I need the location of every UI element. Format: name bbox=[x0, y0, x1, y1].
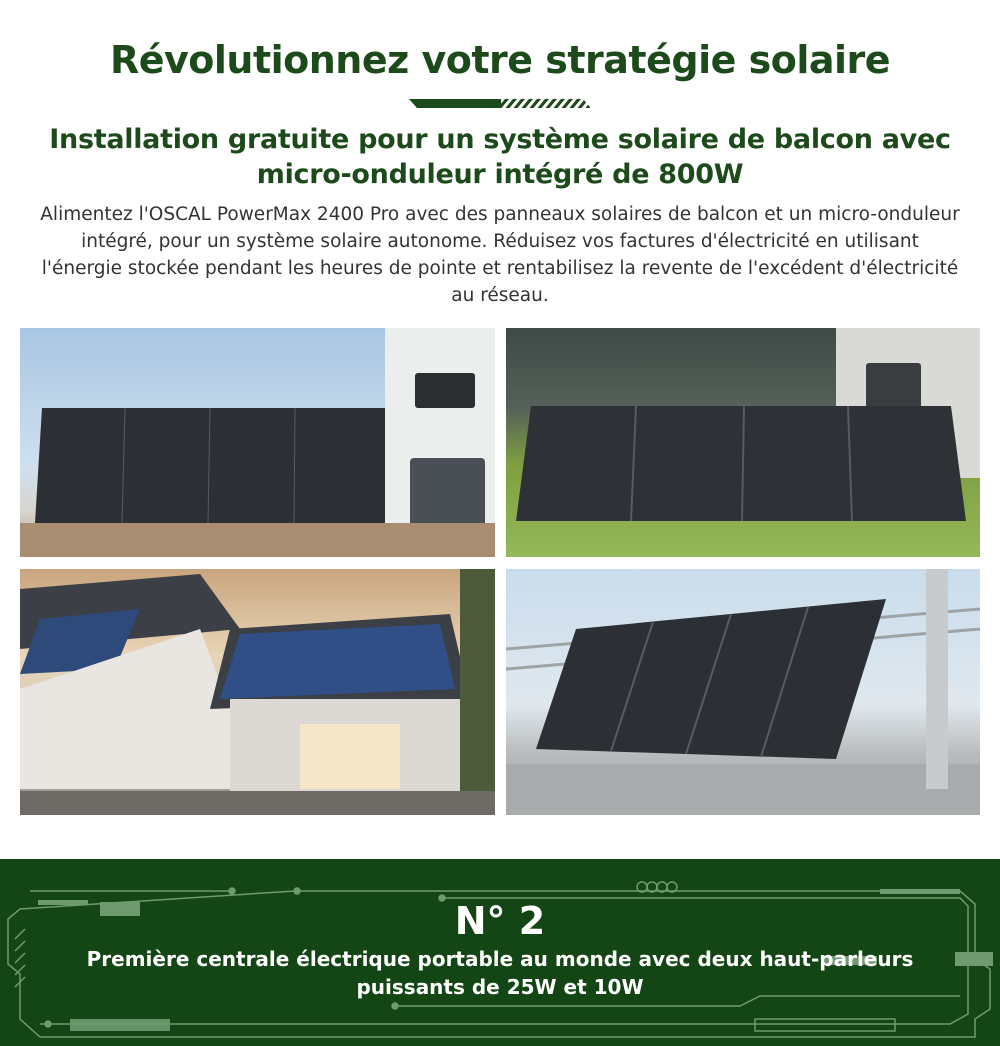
power-station bbox=[866, 363, 921, 408]
feature-text-line-2: puissants de 25W et 10W bbox=[356, 975, 644, 999]
description: Alimentez l'OSCAL PowerMax 2400 Pro avec des panneaux solaires de balcon et un micro-onduleur intégré, pour un système solaire autonome. Réduisez vos factures d'électricité en utilisant l'énergie stockée pendant les heures de pointe et rentabilisez la revente de l'excédent d'électricité au réseau. bbox=[40, 204, 960, 306]
feature-banner bbox=[0, 859, 1000, 1046]
subtitle-line-1: Installation gratuite pour un système solaire de balcon avec bbox=[49, 124, 951, 155]
micro-inverter bbox=[415, 373, 475, 408]
photo-balcony-solar-panels bbox=[506, 569, 980, 815]
page-title: Révolutionnez votre stratégie solaire bbox=[109, 38, 891, 82]
subtitle bbox=[40, 122, 960, 192]
photo-garden-solar-panels bbox=[506, 328, 980, 557]
feature-text bbox=[60, 945, 940, 1001]
photo-house-with-solar-roof bbox=[20, 569, 495, 815]
subtitle-line-2: micro-onduleur intégré de 800W bbox=[256, 159, 744, 190]
feature-text-line-1: Première centrale électrique portable au monde avec deux haut-parleurs bbox=[86, 947, 914, 971]
photo-terrace-solar-panels bbox=[20, 328, 495, 557]
title-divider bbox=[409, 99, 591, 108]
battery-stack bbox=[410, 458, 485, 528]
feature-number: N° 2 bbox=[454, 899, 546, 943]
